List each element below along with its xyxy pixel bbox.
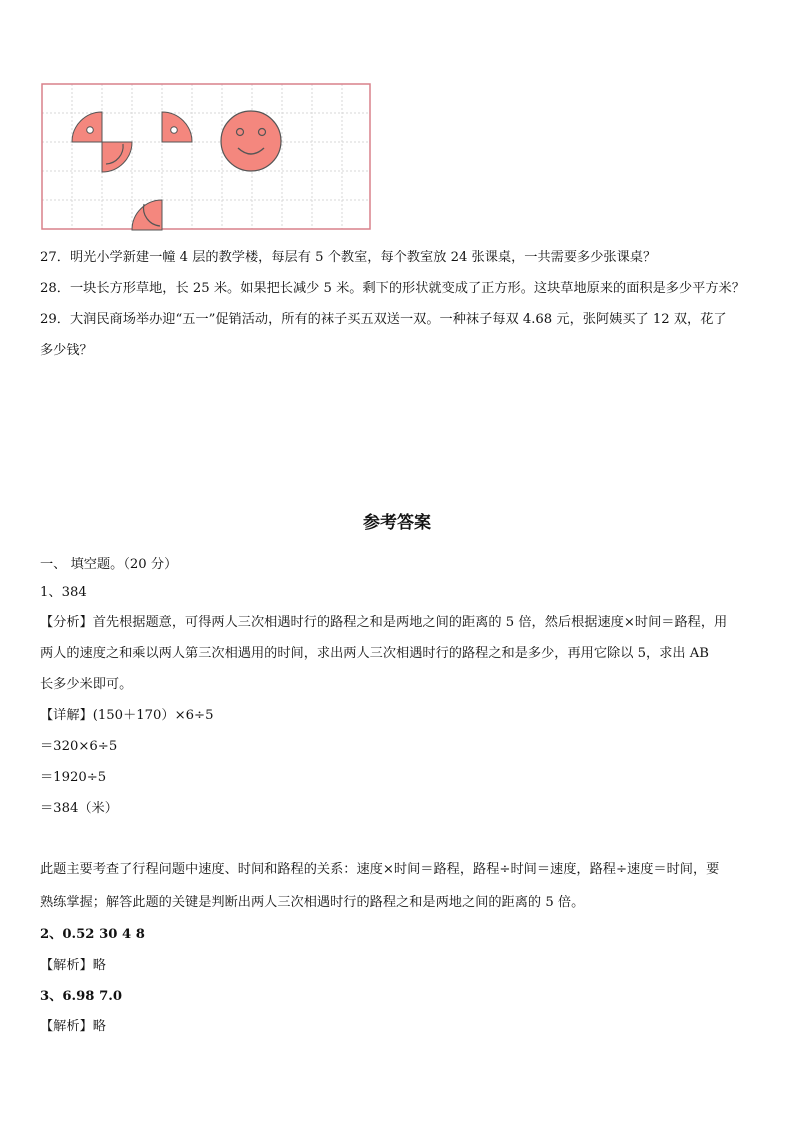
- smiley-piece-eye-left: [72, 112, 102, 142]
- answer-1-analysis-line1: 【分析】首先根据题意，可得两人三次相遇时行的路程之和是两地之间的距离的 5 倍，然后根据速度×时间＝路程，用: [40, 615, 728, 630]
- answer-1-step2: ＝1920÷5: [40, 770, 107, 785]
- answer-1-analysis-line2: 两人的速度之和乘以两人第三次相遇用的时间，求出两人三次相遇时行的路程之和是多少，再用它除以 5，求出 AB: [40, 646, 709, 661]
- smiley-piece-mouth: [102, 142, 132, 172]
- answer-1-number: 1、384: [40, 585, 87, 600]
- grid-border: [42, 84, 370, 229]
- answer-3: 3、6.98 7.0: [40, 989, 123, 1004]
- question-29-line1: 29．大润民商场举办迎“五一”促销活动，所有的袜子买五双送一双。一种袜子每双 4.68 元，张阿姨买了 12 双，花了: [40, 312, 727, 327]
- question-27: 27．明光小学新建一幢 4 层的教学楼，每层有 5 个教室，每个教室放 24 张课桌，一共需要多少张课桌？: [40, 250, 657, 265]
- question-28: 28．一块长方形草地，长 25 米。如果把长减少 5 米。剩下的形状就变成了正方形。这块草地原来的面积是多少平方米？: [40, 281, 745, 296]
- answer-3-analysis: 【解析】略: [40, 1019, 106, 1034]
- answer-1-comment-line2: 熟练掌握；解答此题的关键是判断出两人三次相遇时行的路程之和是两地之间的距离的 5 倍。: [40, 895, 585, 910]
- answer-1-detail: 【详解】(150＋170）×6÷5: [40, 708, 214, 723]
- answer-2-analysis: 【解析】略: [40, 958, 106, 973]
- smiley-piece-eye-right: [162, 112, 192, 142]
- answer-2: 2、0.52 30 4 8: [40, 927, 145, 942]
- answer-1-step3: ＝384（米）: [40, 801, 118, 816]
- grid-figure: [40, 82, 372, 232]
- answer-1-comment-line1: 此题主要考查了行程问题中速度、时间和路程的关系：速度×时间＝路程，路程÷时间＝速度，路程÷速度＝时间，要: [40, 862, 720, 877]
- smiley-left-eye: [237, 129, 244, 136]
- section-heading: 一、 填空题。（20 分）: [40, 557, 178, 572]
- answers-title: 参考答案: [363, 513, 431, 533]
- answer-1-analysis-line3: 长多少米即可。: [40, 677, 133, 692]
- grid-lines: [42, 84, 370, 229]
- question-29-line2: 多少钱？: [40, 343, 93, 358]
- answer-1-step1: ＝320×6÷5: [40, 739, 118, 754]
- smiley-face: [221, 111, 281, 171]
- smiley-right-eye: [259, 129, 266, 136]
- smiley-piece-chin: [132, 200, 162, 230]
